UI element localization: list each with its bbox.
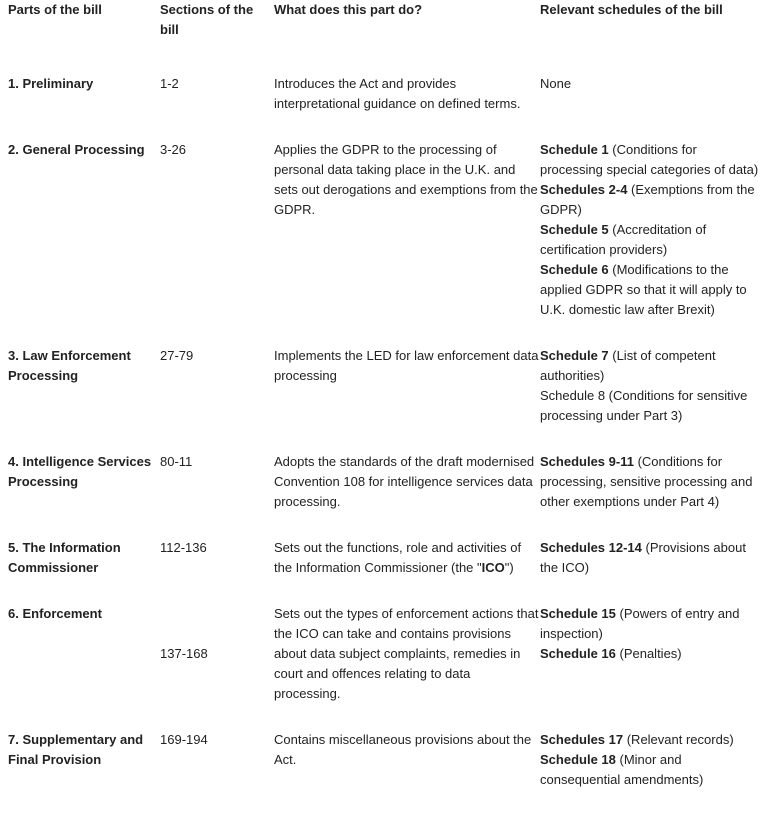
schedules-cell [540, 74, 760, 140]
table-row [0, 346, 760, 452]
schedule-entry: Schedule 8 (Conditions for sensitive processing under Part 3) [540, 388, 748, 423]
sections-cell: 27-79 [160, 348, 194, 363]
header-row [0, 0, 760, 74]
table-row [0, 452, 760, 538]
schedule-entry: None [540, 76, 572, 91]
table-row [0, 74, 760, 140]
schedule-entry: Schedules 9-11 (Conditions for processing, sensitive processing and other exemptions under Part 4) [540, 454, 753, 509]
part-cell: 7. Supplementary and Final Provision [8, 732, 144, 767]
table-row [0, 140, 760, 346]
schedule-entry: Schedules 12-14 (Provisions about the ICO) [540, 540, 746, 575]
schedule-entry: Schedules 2-4 (Exemptions from the GDPR) [540, 182, 755, 217]
sections-cell: 112-136 [160, 540, 207, 555]
schedule-entry: Schedule 16 (Penalties) [540, 646, 682, 661]
sections-cell: 137-168 [160, 646, 208, 661]
header-what: What does this part do? [274, 2, 423, 17]
part-cell: 6. Enforcement [8, 606, 102, 621]
sections-cell: 80-11 [160, 454, 193, 469]
schedule-entry: Schedule 7 (List of competent authorities) [540, 348, 716, 383]
description-cell: Sets out the functions, role and activities of the Information Commissioner (the "ICO") [274, 540, 522, 575]
table-row [0, 538, 760, 604]
schedule-entry: Schedule 1 (Conditions for processing special categories of data) [540, 142, 759, 177]
description-cell: Adopts the standards of the draft modernised Convention 108 for intelligence services data processing. [274, 454, 535, 509]
part-cell: 1. Preliminary [8, 76, 94, 91]
schedule-entry: Schedules 17 (Relevant records) [540, 732, 734, 747]
description-cell: Introduces the Act and provides interpretational guidance on defined terms. [274, 76, 521, 111]
schedule-entry: Schedule 6 (Modifications to the applied GDPR so that it will apply to U.K. domestic law after Brexit) [540, 262, 747, 317]
schedules-cell [540, 140, 760, 346]
description-cell: Implements the LED for law enforcement data processing [274, 348, 539, 383]
part-cell: 4. Intelligence Services Processing [8, 454, 152, 489]
description-cell: Applies the GDPR to the processing of personal data taking place in the U.K. and sets out derogations and exemptions from the GDPR. [274, 142, 538, 217]
part-cell: 3. Law Enforcement Processing [8, 348, 131, 383]
sections-cell: 169-194 [160, 732, 208, 747]
table-row [0, 730, 760, 816]
schedule-entry: Schedule 15 (Powers of entry and inspection) [540, 606, 740, 641]
schedules-cell [540, 346, 760, 452]
header-sections: Sections of the bill [160, 2, 254, 37]
schedules-cell [540, 604, 760, 730]
table-row [0, 604, 760, 730]
description-cell: Contains miscellaneous provisions about the Act. [274, 732, 532, 767]
header-parts: Parts of the bill [8, 2, 102, 17]
sections-cell: 1-2 [160, 76, 179, 91]
schedules-cell [540, 538, 760, 604]
header-schedules: Relevant schedules of the bill [540, 2, 723, 17]
sections-cell: 3-26 [160, 142, 187, 157]
schedules-cell [540, 452, 760, 538]
part-cell: 5. The Information Commissioner [8, 540, 121, 575]
part-cell: 2. General Processing [8, 142, 145, 157]
schedule-entry: Schedule 18 (Minor and consequential amendments) [540, 752, 704, 787]
description-cell: Sets out the types of enforcement actions that the ICO can take and contains provisions about data subject complaints, remedies in court and offences relating to data processing. [274, 606, 539, 701]
schedules-cell [540, 730, 760, 816]
schedule-entry: Schedule 5 (Accreditation of certification providers) [540, 222, 707, 257]
